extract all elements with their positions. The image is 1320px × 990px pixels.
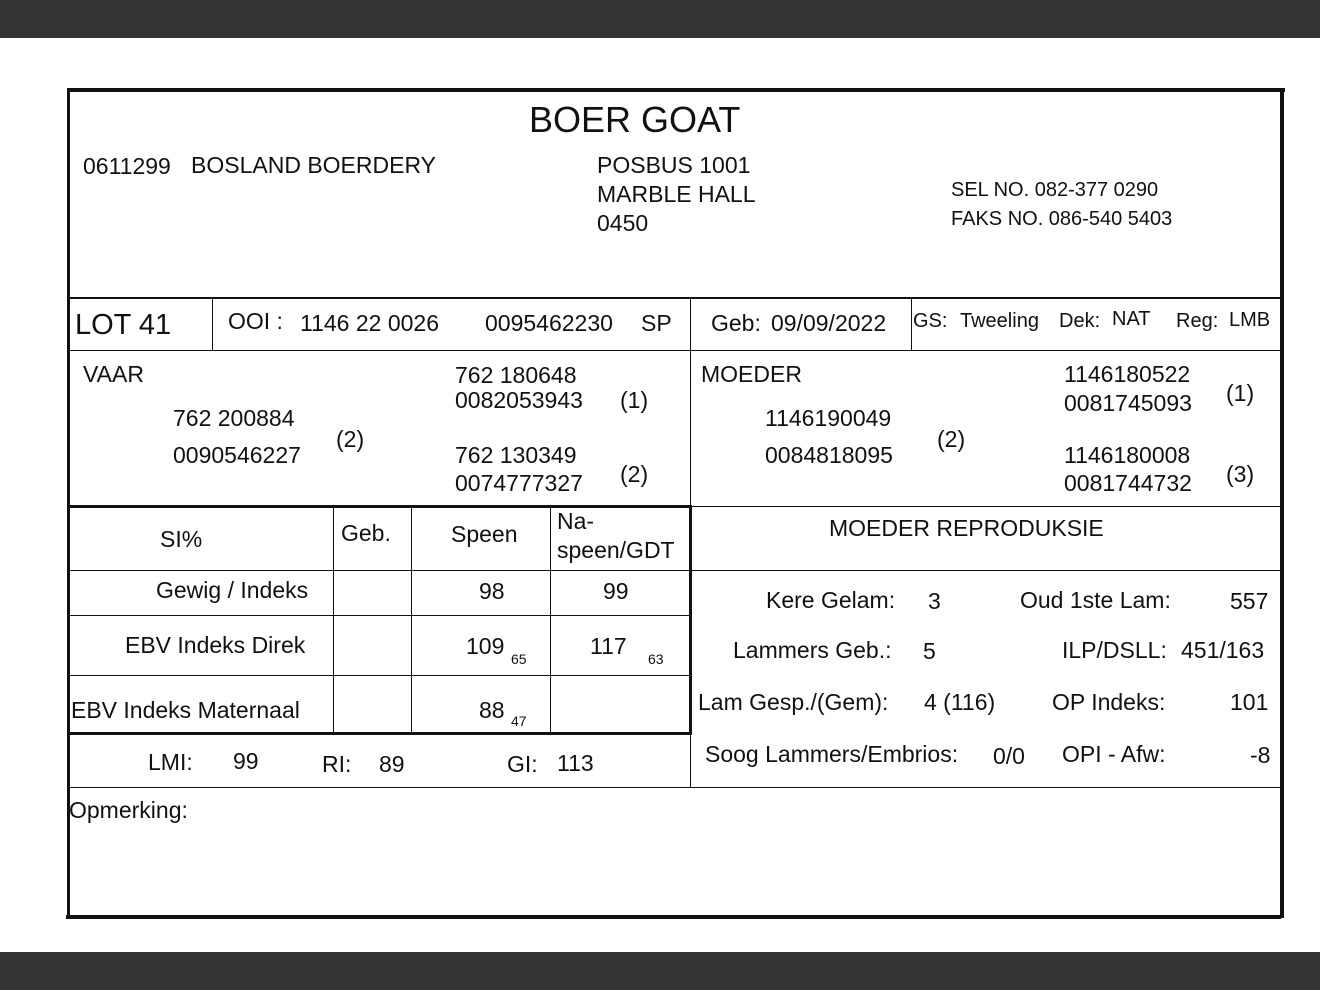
divider-table-right: [689, 507, 692, 735]
vaar-sire-id: 762 180648: [455, 362, 577, 388]
card-title: BOER GOAT: [529, 99, 741, 140]
vaar-dam-id: 762 130349: [455, 442, 577, 468]
gi-label: GI:: [507, 751, 538, 777]
moeder-grade: (2): [937, 426, 966, 452]
col-header-naspeen-1: Na-: [557, 508, 595, 534]
reg-value: LMB: [1229, 309, 1271, 331]
vaar-id: 762 200884: [173, 405, 295, 431]
oud-lam-label: Oud 1ste Lam:: [1020, 587, 1171, 613]
address-line-1: POSBUS 1001: [597, 152, 751, 178]
vaar-grade: (2): [336, 426, 365, 452]
address-line-2: MARBLE HALL: [597, 181, 756, 207]
birth-date-label: Geb:: [711, 310, 761, 336]
row-ebv-maternaal-speen-acc: 47: [511, 713, 527, 729]
op-indeks-label: OP Indeks:: [1052, 689, 1166, 715]
lammers-geb-label: Lammers Geb.:: [733, 637, 892, 663]
col-header-naspeen-2: speen/GDT: [557, 537, 675, 563]
row-ebv-direk-speen: 109: [466, 633, 505, 659]
divider-row2: [68, 675, 690, 676]
vaar-dam-grade: (2): [620, 461, 649, 487]
top-frame-bar: [0, 0, 1320, 38]
ooi-number: 0095462230: [485, 310, 613, 336]
remarks-label: Opmerking:: [69, 797, 188, 823]
divider-index: [68, 787, 1282, 788]
soog-value: 0/0: [993, 743, 1025, 769]
lam-gesp-value: 4 (116): [924, 689, 996, 715]
vaar-number: 0090546227: [173, 442, 301, 468]
birth-date: 09/09/2022: [771, 310, 887, 336]
col-header-geb: Geb.: [341, 520, 391, 546]
divider-col-geb: [333, 507, 334, 734]
ooi-code: SP: [641, 310, 672, 336]
gi-value: 113: [557, 750, 594, 776]
ilp-label: ILP/DSLL:: [1062, 637, 1167, 663]
vaar-sire-number: 0082053943: [455, 387, 583, 413]
card-border-left: [67, 88, 70, 918]
vaar-dam-number: 0074777327: [455, 470, 583, 496]
breeder-number: 0611299: [83, 153, 171, 179]
bottom-frame-bar: [0, 952, 1320, 990]
moeder-dam-id: 1146180008: [1064, 442, 1191, 468]
ilp-value: 451/163: [1181, 637, 1265, 663]
row-label-ebv-direk: EBV Indeks Direk: [125, 632, 306, 658]
row-ebv-maternaal-speen: 88: [479, 697, 505, 723]
divider-col-naspeen: [550, 507, 551, 734]
row-ebv-direk-naspeen-acc: 63: [648, 651, 664, 667]
lmi-value: 99: [233, 748, 259, 774]
moeder-dam-grade: (3): [1226, 461, 1255, 487]
divider-pedigree-left: [68, 505, 692, 508]
gs-label: GS:: [913, 310, 948, 332]
fax-number: FAKS NO. 086-540 5403: [951, 208, 1173, 230]
card-border-bottom: [66, 915, 1281, 919]
col-header-si: SI%: [160, 526, 203, 552]
divider-col-speen: [411, 507, 412, 734]
breeder-name: BOSLAND BOERDERY: [191, 152, 436, 178]
card-border-top: [67, 88, 1285, 92]
row-label-gewig: Gewig / Indeks: [156, 577, 309, 603]
divider-lot-label: [212, 298, 213, 350]
opi-value: -8: [1250, 742, 1271, 768]
lammers-geb-value: 5: [923, 638, 936, 664]
phone-number: SEL NO. 082-377 0290: [951, 179, 1159, 201]
moeder-number: 0084818095: [765, 442, 893, 468]
moeder-id: 1146190049: [765, 405, 892, 431]
divider-table-bottom: [68, 732, 692, 735]
ooi-id: 1146 22 0026: [300, 310, 439, 336]
row-ebv-direk-naspeen: 117: [590, 633, 627, 659]
divider-pedigree-right: [692, 506, 1282, 507]
divider-row1: [68, 615, 690, 616]
vaar-label: VAAR: [83, 361, 144, 387]
divider-table-head: [68, 570, 690, 571]
dek-value: NAT: [1112, 308, 1151, 330]
moeder-sire-number: 0081745093: [1064, 390, 1192, 416]
ri-label: RI:: [322, 751, 352, 777]
address-line-3: 0450: [597, 210, 649, 236]
moeder-dam-number: 0081744732: [1064, 470, 1192, 496]
moeder-sire-id: 1146180522: [1064, 361, 1191, 387]
ooi-label: OOI :: [228, 308, 283, 334]
opi-label: OPI - Afw:: [1062, 741, 1166, 767]
kere-gelam-label: Kere Gelam:: [766, 587, 896, 613]
moeder-label: MOEDER: [701, 361, 802, 387]
divider-repro-head: [692, 570, 1282, 571]
lam-gesp-label: Lam Gesp./(Gem):: [698, 689, 889, 715]
moeder-sire-grade: (1): [1226, 380, 1255, 406]
vaar-sire-grade: (1): [620, 387, 649, 413]
repro-title: MOEDER REPRODUKSIE: [829, 515, 1104, 541]
col-header-speen: Speen: [451, 521, 518, 547]
row-gewig-naspeen: 99: [603, 578, 629, 604]
divider-geb-gs: [911, 298, 912, 350]
card-border-right: [1280, 88, 1284, 918]
soog-label: Soog Lammers/Embrios:: [705, 741, 959, 767]
lmi-label: LMI:: [148, 749, 193, 775]
divider-header: [68, 297, 1282, 299]
oud-lam-value: 557: [1230, 588, 1269, 614]
row-gewig-speen: 98: [479, 578, 505, 604]
reg-label: Reg:: [1176, 310, 1219, 332]
row-ebv-direk-speen-acc: 65: [511, 651, 527, 667]
ri-value: 89: [379, 751, 405, 777]
dek-label: Dek:: [1059, 310, 1101, 332]
lot-label: LOT 41: [75, 309, 172, 341]
op-indeks-value: 101: [1230, 689, 1269, 715]
gs-value: Tweeling: [960, 310, 1039, 332]
row-label-ebv-maternaal: EBV Indeks Maternaal: [71, 697, 300, 723]
kere-gelam-value: 3: [928, 588, 941, 614]
divider-lot: [68, 350, 1282, 351]
